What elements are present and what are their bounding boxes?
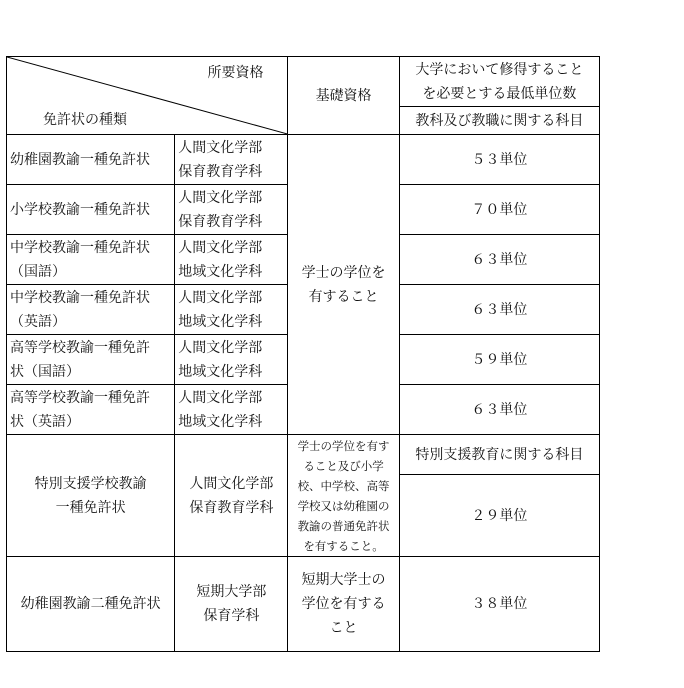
department: 人間文化学部 地域文化学科 — [175, 235, 288, 285]
subjects-header: 教科及び教職に関する科目 — [399, 107, 599, 135]
min-credits-header: 大学において修得すること を必要とする最低単位数 — [399, 57, 599, 107]
table-row-special — [7, 435, 600, 475]
license-name: 高等学校教諭一種免許 状（英語） — [7, 385, 175, 435]
credits: ５３単位 — [399, 135, 599, 185]
basic-qualification-header: 基礎資格 — [288, 57, 399, 135]
credits: ５９単位 — [399, 335, 599, 385]
diagonal-header-cell — [7, 57, 288, 135]
table-row-junior — [7, 557, 600, 652]
special-basic-qualification: 学士の学位を有す ること及び小学 校、中学校、高等 学校又は幼稚園の 教諭の普通免許状 を有すること。 — [288, 435, 399, 557]
license-type-label: 免許状の種類 — [43, 112, 127, 128]
license-name: 幼稚園教諭一種免許状 — [7, 135, 175, 185]
junior-basic-qualification: 短期大学士の 学位を有する こと — [288, 557, 399, 652]
table-row — [7, 135, 600, 185]
bachelor-basic-qualification: 学士の学位を 有すること — [288, 135, 399, 435]
license-name: 中学校教諭一種免許状 （英語） — [7, 285, 175, 335]
department: 人間文化学部 地域文化学科 — [175, 335, 288, 385]
special-credits: ２９単位 — [399, 475, 599, 557]
credits: ６３単位 — [399, 235, 599, 285]
special-department: 人間文化学部 保育教育学科 — [175, 435, 288, 557]
credits: ６３単位 — [399, 285, 599, 335]
department: 人間文化学部 保育教育学科 — [175, 185, 288, 235]
junior-department: 短期大学部 保育学科 — [175, 557, 288, 652]
credits: ６３単位 — [399, 385, 599, 435]
department: 人間文化学部 地域文化学科 — [175, 285, 288, 335]
license-name: 中学校教諭一種免許状 （国語） — [7, 235, 175, 285]
license-name: 高等学校教諭一種免許 状（国語） — [7, 335, 175, 385]
required-qualification-label: 所要資格 — [207, 65, 264, 81]
department: 人間文化学部 地域文化学科 — [175, 385, 288, 435]
junior-credits: ３８単位 — [399, 557, 599, 652]
special-license-name: 特別支援学校教諭 一種免許状 — [7, 435, 175, 557]
credits: ７０単位 — [399, 185, 599, 235]
license-name: 小学校教諭一種免許状 — [7, 185, 175, 235]
junior-license-name: 幼稚園教諭二種免許状 — [7, 557, 175, 652]
special-subjects-header: 特別支援教育に関する科目 — [399, 435, 599, 475]
license-requirements-table — [6, 56, 600, 652]
department: 人間文化学部 保育教育学科 — [175, 135, 288, 185]
